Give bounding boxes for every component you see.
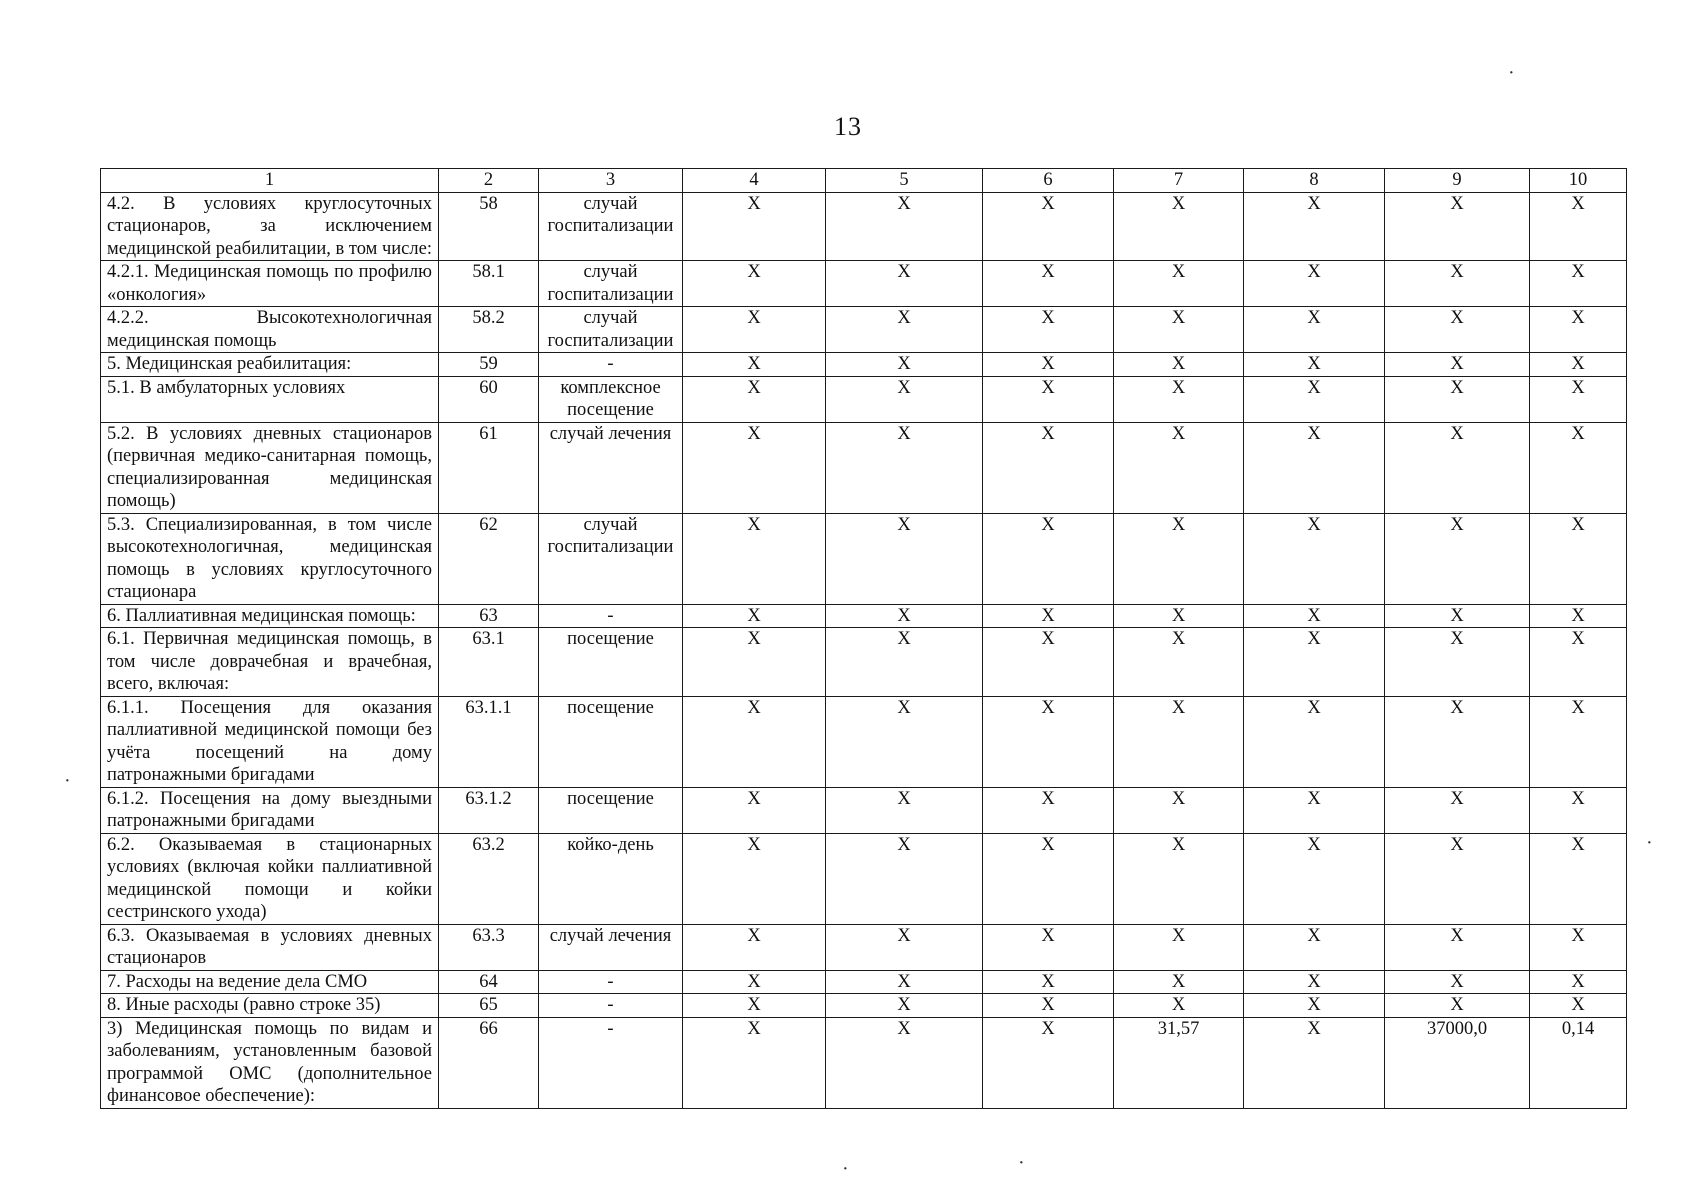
value-cell: X bbox=[1385, 787, 1530, 833]
value-cell: X bbox=[983, 924, 1114, 970]
row-description: 6.1.1. Посещения для оказания паллиативной медицинской помощи без учёта посещений на дому патронажными бригадами bbox=[101, 696, 439, 787]
row-description: 6.1. Первичная медицинская помощь, в том числе доврачебная и врачебная, всего, включая: bbox=[101, 628, 439, 697]
value-cell: X bbox=[1244, 696, 1385, 787]
row-unit: случай лечения bbox=[539, 924, 683, 970]
header-cell: 4 bbox=[683, 169, 826, 193]
value-cell: X bbox=[826, 1017, 983, 1108]
value-cell: X bbox=[1530, 604, 1627, 628]
value-cell: X bbox=[983, 353, 1114, 377]
row-unit: койко-день bbox=[539, 833, 683, 924]
row-description: 5.1. В амбулаторных условиях bbox=[101, 376, 439, 422]
table-row bbox=[101, 604, 1627, 628]
value-cell: X bbox=[1530, 307, 1627, 353]
value-cell: 0,14 bbox=[1530, 1017, 1627, 1108]
header-cell: 9 bbox=[1385, 169, 1530, 193]
value-cell: X bbox=[683, 604, 826, 628]
value-cell: X bbox=[683, 307, 826, 353]
table-row bbox=[101, 787, 1627, 833]
table-header-row bbox=[101, 169, 1627, 193]
row-description: 5.3. Специализированная, в том числе высокотехнологичная, медицинская помощь в условиях круглосуточного стационара bbox=[101, 513, 439, 604]
value-cell: X bbox=[683, 261, 826, 307]
row-number: 63.3 bbox=[439, 924, 539, 970]
table-row bbox=[101, 628, 1627, 697]
row-number: 60 bbox=[439, 376, 539, 422]
value-cell: X bbox=[683, 353, 826, 377]
value-cell: X bbox=[1244, 353, 1385, 377]
table-row bbox=[101, 353, 1627, 377]
row-description: 4.2. В условиях круглосуточных стационаров, за исключением медицинской реабилитации, в том числе: bbox=[101, 192, 439, 261]
value-cell: X bbox=[1244, 513, 1385, 604]
scan-speck: · bbox=[64, 770, 71, 792]
table-row bbox=[101, 307, 1627, 353]
value-cell: X bbox=[983, 604, 1114, 628]
value-cell: X bbox=[683, 833, 826, 924]
value-cell: X bbox=[1385, 353, 1530, 377]
row-unit: - bbox=[539, 994, 683, 1018]
row-unit: посещение bbox=[539, 787, 683, 833]
value-cell: X bbox=[983, 833, 1114, 924]
row-description: 6.2. Оказываемая в стационарных условиях (включая койки паллиативной медицинской помощи и койки сестринского ухода) bbox=[101, 833, 439, 924]
value-cell: X bbox=[983, 376, 1114, 422]
row-number: 58.1 bbox=[439, 261, 539, 307]
scan-speck: · bbox=[842, 1158, 849, 1180]
value-cell: X bbox=[683, 970, 826, 994]
value-cell: X bbox=[1385, 696, 1530, 787]
scan-speck: · bbox=[1018, 1152, 1025, 1174]
value-cell: X bbox=[1244, 970, 1385, 994]
table-row bbox=[101, 833, 1627, 924]
row-unit: случай лечения bbox=[539, 422, 683, 513]
value-cell: X bbox=[1114, 787, 1244, 833]
row-unit: посещение bbox=[539, 696, 683, 787]
value-cell: X bbox=[683, 422, 826, 513]
value-cell: X bbox=[1114, 261, 1244, 307]
value-cell: X bbox=[983, 787, 1114, 833]
value-cell: X bbox=[1244, 628, 1385, 697]
value-cell: X bbox=[983, 261, 1114, 307]
table-row bbox=[101, 513, 1627, 604]
scan-speck: · bbox=[1646, 832, 1653, 854]
value-cell: X bbox=[1244, 422, 1385, 513]
table-row bbox=[101, 924, 1627, 970]
table-row bbox=[101, 1017, 1627, 1108]
value-cell: X bbox=[983, 1017, 1114, 1108]
row-number: 63.1 bbox=[439, 628, 539, 697]
value-cell: X bbox=[683, 513, 826, 604]
value-cell: X bbox=[826, 422, 983, 513]
scan-speck: · bbox=[1508, 62, 1515, 84]
value-cell: X bbox=[1244, 787, 1385, 833]
value-cell: X bbox=[1385, 628, 1530, 697]
table-row bbox=[101, 422, 1627, 513]
value-cell: X bbox=[826, 513, 983, 604]
value-cell: X bbox=[1114, 924, 1244, 970]
value-cell: X bbox=[1385, 422, 1530, 513]
value-cell: X bbox=[683, 192, 826, 261]
value-cell: X bbox=[1114, 422, 1244, 513]
value-cell: X bbox=[826, 628, 983, 697]
header-cell: 10 bbox=[1530, 169, 1627, 193]
value-cell: X bbox=[1114, 604, 1244, 628]
row-number: 63.1.2 bbox=[439, 787, 539, 833]
page-number: 13 bbox=[834, 112, 862, 141]
value-cell: X bbox=[1244, 192, 1385, 261]
row-unit: случай госпитализации bbox=[539, 261, 683, 307]
header-cell: 1 bbox=[101, 169, 439, 193]
row-description: 4.2.2. Высокотехнологичная медицинская помощь bbox=[101, 307, 439, 353]
value-cell: 31,57 bbox=[1114, 1017, 1244, 1108]
value-cell: X bbox=[683, 924, 826, 970]
header-cell: 2 bbox=[439, 169, 539, 193]
value-cell: X bbox=[1244, 604, 1385, 628]
value-cell: X bbox=[1385, 192, 1530, 261]
table-row bbox=[101, 696, 1627, 787]
value-cell: X bbox=[1530, 192, 1627, 261]
row-number: 63 bbox=[439, 604, 539, 628]
row-description: 8. Иные расходы (равно строке 35) bbox=[101, 994, 439, 1018]
row-unit: случай госпитализации bbox=[539, 307, 683, 353]
value-cell: X bbox=[983, 513, 1114, 604]
row-unit: случай госпитализации bbox=[539, 192, 683, 261]
value-cell: X bbox=[983, 970, 1114, 994]
value-cell: X bbox=[826, 833, 983, 924]
value-cell: X bbox=[1114, 970, 1244, 994]
row-unit: - bbox=[539, 604, 683, 628]
value-cell: X bbox=[826, 604, 983, 628]
value-cell: X bbox=[1530, 376, 1627, 422]
row-number: 63.2 bbox=[439, 833, 539, 924]
table-row bbox=[101, 994, 1627, 1018]
row-number: 59 bbox=[439, 353, 539, 377]
value-cell: X bbox=[1244, 376, 1385, 422]
value-cell: X bbox=[826, 376, 983, 422]
row-description: 6. Паллиативная медицинская помощь: bbox=[101, 604, 439, 628]
value-cell: X bbox=[826, 353, 983, 377]
table-row bbox=[101, 970, 1627, 994]
value-cell: X bbox=[1530, 924, 1627, 970]
value-cell: X bbox=[1530, 833, 1627, 924]
row-number: 63.1.1 bbox=[439, 696, 539, 787]
row-description: 5.2. В условиях дневных стационаров (первичная медико-санитарная помощь, специализированная медицинская помощь) bbox=[101, 422, 439, 513]
value-cell: X bbox=[683, 787, 826, 833]
value-cell: X bbox=[1530, 696, 1627, 787]
value-cell: X bbox=[1385, 513, 1530, 604]
row-number: 58 bbox=[439, 192, 539, 261]
header-cell: 8 bbox=[1244, 169, 1385, 193]
value-cell: X bbox=[826, 924, 983, 970]
value-cell: X bbox=[983, 422, 1114, 513]
value-cell: X bbox=[983, 307, 1114, 353]
value-cell: X bbox=[1385, 307, 1530, 353]
row-unit: комплексное посещение bbox=[539, 376, 683, 422]
row-number: 64 bbox=[439, 970, 539, 994]
value-cell: X bbox=[683, 994, 826, 1018]
value-cell: X bbox=[1385, 261, 1530, 307]
value-cell: X bbox=[1530, 261, 1627, 307]
table-row bbox=[101, 192, 1627, 261]
value-cell: X bbox=[1114, 696, 1244, 787]
value-cell: X bbox=[1385, 924, 1530, 970]
value-cell: X bbox=[1244, 924, 1385, 970]
value-cell: X bbox=[1244, 833, 1385, 924]
row-number: 66 bbox=[439, 1017, 539, 1108]
row-unit: посещение bbox=[539, 628, 683, 697]
value-cell: X bbox=[826, 994, 983, 1018]
value-cell: X bbox=[983, 628, 1114, 697]
row-description: 6.3. Оказываемая в условиях дневных стационаров bbox=[101, 924, 439, 970]
value-cell: X bbox=[1114, 192, 1244, 261]
value-cell: X bbox=[1385, 970, 1530, 994]
row-number: 58.2 bbox=[439, 307, 539, 353]
value-cell: X bbox=[1244, 1017, 1385, 1108]
value-cell: X bbox=[983, 696, 1114, 787]
row-description: 6.1.2. Посещения на дому выездными патронажными бригадами bbox=[101, 787, 439, 833]
row-description: 7. Расходы на ведение дела СМО bbox=[101, 970, 439, 994]
value-cell: X bbox=[1114, 628, 1244, 697]
value-cell: X bbox=[1244, 307, 1385, 353]
value-cell: X bbox=[1385, 833, 1530, 924]
header-cell: 3 bbox=[539, 169, 683, 193]
value-cell: X bbox=[826, 307, 983, 353]
value-cell: X bbox=[1530, 970, 1627, 994]
value-cell: X bbox=[1244, 994, 1385, 1018]
value-cell: X bbox=[826, 970, 983, 994]
header-cell: 5 bbox=[826, 169, 983, 193]
table-row bbox=[101, 376, 1627, 422]
value-cell: X bbox=[826, 261, 983, 307]
value-cell: 37000,0 bbox=[1385, 1017, 1530, 1108]
row-number: 65 bbox=[439, 994, 539, 1018]
value-cell: X bbox=[683, 376, 826, 422]
row-unit: - bbox=[539, 970, 683, 994]
value-cell: X bbox=[1530, 513, 1627, 604]
value-cell: X bbox=[1530, 628, 1627, 697]
value-cell: X bbox=[826, 696, 983, 787]
value-cell: X bbox=[1244, 261, 1385, 307]
row-number: 62 bbox=[439, 513, 539, 604]
header-cell: 6 bbox=[983, 169, 1114, 193]
value-cell: X bbox=[683, 1017, 826, 1108]
value-cell: X bbox=[826, 787, 983, 833]
row-description: 5. Медицинская реабилитация: bbox=[101, 353, 439, 377]
value-cell: X bbox=[1114, 307, 1244, 353]
value-cell: X bbox=[683, 696, 826, 787]
value-cell: X bbox=[683, 628, 826, 697]
value-cell: X bbox=[826, 192, 983, 261]
data-table bbox=[100, 168, 1627, 1109]
value-cell: X bbox=[1530, 353, 1627, 377]
row-description: 3) Медицинская помощь по видам и заболеваниям, установленным базовой программой ОМС (дополнительное финансовое обеспечение): bbox=[101, 1017, 439, 1108]
value-cell: X bbox=[983, 994, 1114, 1018]
value-cell: X bbox=[983, 192, 1114, 261]
row-unit: случай госпитализации bbox=[539, 513, 683, 604]
value-cell: X bbox=[1530, 422, 1627, 513]
value-cell: X bbox=[1114, 353, 1244, 377]
value-cell: X bbox=[1530, 994, 1627, 1018]
value-cell: X bbox=[1114, 376, 1244, 422]
row-unit: - bbox=[539, 1017, 683, 1108]
value-cell: X bbox=[1114, 513, 1244, 604]
value-cell: X bbox=[1385, 604, 1530, 628]
value-cell: X bbox=[1385, 376, 1530, 422]
table-row bbox=[101, 261, 1627, 307]
row-number: 61 bbox=[439, 422, 539, 513]
value-cell: X bbox=[1385, 994, 1530, 1018]
row-unit: - bbox=[539, 353, 683, 377]
value-cell: X bbox=[1114, 994, 1244, 1018]
value-cell: X bbox=[1530, 787, 1627, 833]
value-cell: X bbox=[1114, 833, 1244, 924]
header-cell: 7 bbox=[1114, 169, 1244, 193]
row-description: 4.2.1. Медицинская помощь по профилю «онкология» bbox=[101, 261, 439, 307]
